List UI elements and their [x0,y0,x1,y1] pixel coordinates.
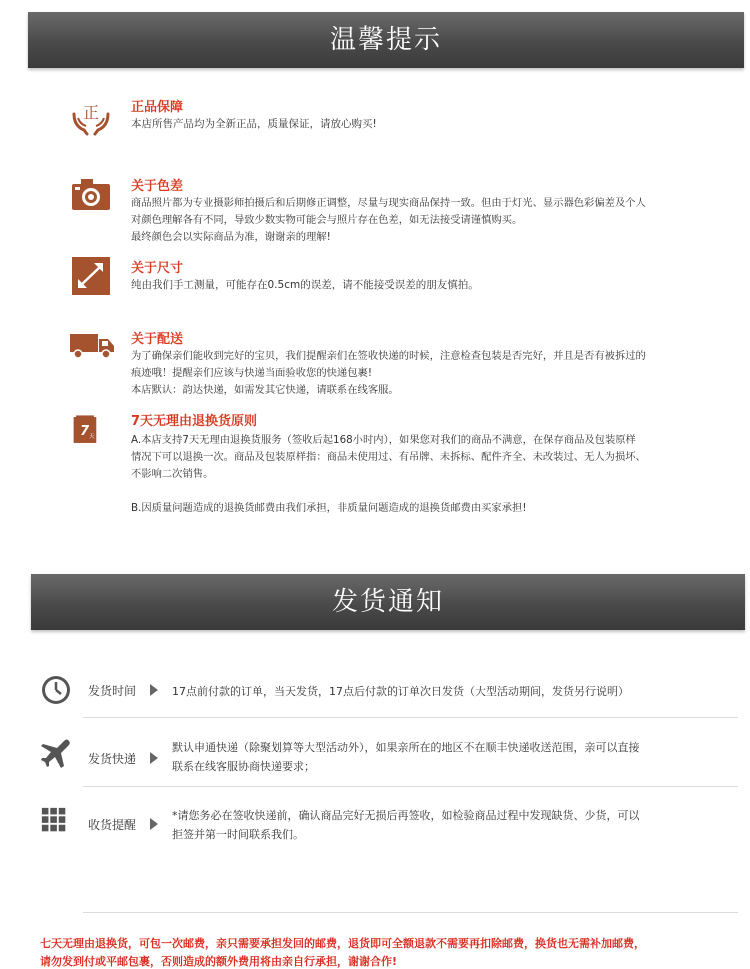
tip-body: 本店所售产品均为全新正品，质量保证，请放心购买! [131,118,377,130]
grid-icon [40,806,70,836]
genuine-hands-icon [70,96,112,136]
tip-body: 商品照片都为专业摄影师拍摄后和后期修正调整，尽量与现实商品保持一致。但由于灯光、显示器色彩偏差及个人 对颜色理解各有不同，导致少数实物可能会与照片存在色差，如无法接受请谨慎购买。 最终颜色会以实际商品为准，谢谢亲的理解! [131,197,646,243]
divider [83,912,738,913]
return-policy-notice-cut: 请勿发到付或平邮包裹，否则造成的额外费用将由亲自行承担，谢谢合作! [40,955,398,968]
camera-icon [70,175,112,215]
divider [83,786,738,787]
tip-title: 7天无理由退换货原则 [131,414,258,429]
chevron-right-icon [150,752,158,764]
tip-title: 关于配送 [131,332,184,347]
shipping-label: 发货时间 [88,684,137,698]
chevron-right-icon [150,684,158,696]
svg-text:天: 天 [89,434,95,441]
shipping-text: 默认申通快递（除聚划算等大型活动外），如果亲所在的地区不在顺丰快递收送范围，亲可以直接 联系在线客服协商快递要求； [172,741,640,773]
section-title: 温馨提示 [329,25,442,55]
return-policy-notice: 七天无理由退换货，可包一次邮费，亲只需要承担发回的邮费，退货即可全额退款不需要再扣除邮费，换货也无需补加邮费， [40,937,645,950]
tip-title: 正品保障 [131,100,184,115]
truck-icon [70,328,116,368]
ruler-arrow-icon [70,257,112,297]
chevron-right-icon [150,818,158,830]
divider [83,717,738,718]
tip-title: 关于尺寸 [131,261,184,276]
section-banner-shipping [31,574,745,630]
shipping-text: 17点前付款的订单，当天发货，17点后付款的订单次日发货（大型活动期间，发货另行说明） [172,685,629,698]
section-title: 发货通知 [331,587,444,617]
shipping-label: 发货快递 [88,752,137,766]
tip-title: 关于色差 [131,179,184,194]
clock-icon [40,674,72,706]
svg-text:正: 正 [82,103,100,122]
tip-body: A.本店支持7天无理由退换货服务（签收后起168小时内），如果您对我们的商品不满意，在保存商品及包装原样 情况下可以退换一次。商品及包装原样指：商品未使用过、有吊牌、未拆标、配件齐全、未改装过、无人为损坏、 不影响二次销售。 B.因质量问题造成的退换货邮费由我们承担，非质量问题造成的退换货邮费由买家承担! [131,434,646,514]
tip-body: 为了确保亲们能收到完好的宝贝，我们提醒亲们在签收快递的时候，注意检查包装是否完好，并且是否有被拆过的 痕迹哦！提醒亲们应该与快递当面验收您的快递包裹! 本店默认：韵达快递，如需发其它快递，请联系在线客服。 [131,350,646,396]
svg-text:7: 7 [80,423,90,439]
tip-body: 纯由我们手工测量，可能存在0.5cm的误差，请不能接受误差的朋友慎拍。 [131,279,479,291]
section-banner-tips [28,12,744,68]
airplane-icon [40,738,72,770]
shipping-label: 收货提醒 [88,818,137,832]
shipping-text: *请您务必在签收快递前，确认商品完好无损后再签收，如检验商品过程中发现缺货、少货，可以 拒签并第一时间联系我们。 [172,809,640,841]
calendar-7day-icon [72,410,106,450]
